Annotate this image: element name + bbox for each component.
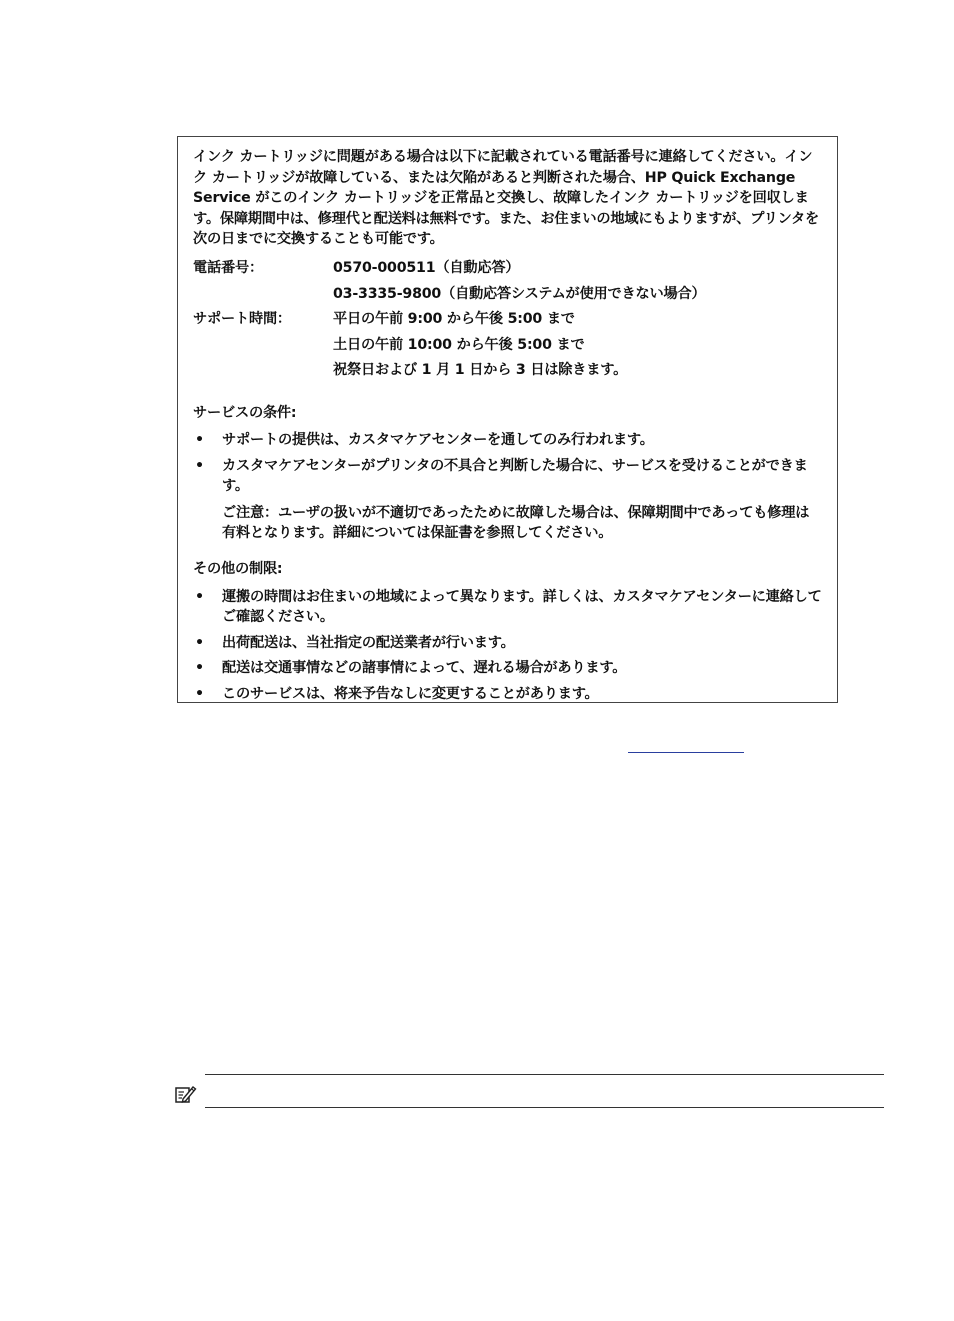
contact-info [193, 256, 823, 384]
list-item [193, 658, 823, 679]
list-item [193, 430, 823, 451]
note-pencil-icon [175, 1084, 197, 1104]
hours-row [193, 307, 823, 333]
hours-weekend: 土日の午前 10:00 から午後 5:00 まで [333, 336, 585, 353]
condition-text: カスタマケアセンターがプリンタの不具合と判断した場合に、サービスを受けることができます。 [222, 457, 808, 494]
conditions-title: サービスの条件: [193, 404, 297, 421]
bullet-icon: • [195, 634, 204, 651]
intro-paragraph: インク カートリッジに問題がある場合は以下に記載されている電話番号に連絡してください。インク カートリッジが故障している、または欠陥があると判断された場合、HP Quick Exchange Service がこのインク カートリッジを正常品と交換し、故障したインク カートリッジを回収します。保障期間中は、修理代と配送料は無料です。また、お住まいの地域にもよりますが、プリンタを次の日までに交換することも可能です。 [193, 149, 820, 247]
hours-holidays: 祝祭日および 1 月 1 日から 3 日は除きます。 [333, 362, 628, 378]
restrictions-title: その他の制限: [193, 561, 283, 578]
restriction-text: 出荷配送は、当社指定の配送業者が行います。 [222, 634, 515, 651]
list-item [193, 587, 823, 628]
restrictions-list [193, 587, 823, 705]
hours-weekday: 平日の午前 9:00 から午後 5:00 まで [333, 311, 575, 327]
phone-label: 電話番号： [193, 260, 263, 276]
list-item [193, 684, 823, 705]
bullet-icon: • [195, 432, 204, 448]
condition-text: サポートの提供は、カスタマケアセンターを通してのみ行われます。 [222, 432, 654, 448]
hours-label: サポート時間： [193, 311, 291, 327]
phone-row [193, 256, 823, 282]
hyperlink-underline[interactable] [628, 752, 744, 753]
note-divider-bottom [205, 1107, 884, 1108]
restriction-text: 運搬の時間はお住まいの地域によって異なります。詳しくは、カスタマケアセンターに連絡してご確認ください。 [222, 588, 822, 625]
phone-row-2 [193, 281, 823, 307]
caution-note: ご注意：ユーザの扱いが不適切であったために故障した場合は、保障期間中であっても修理は有料となります。詳細については保証書を参照してください。 [222, 504, 810, 541]
list-item [193, 456, 823, 497]
list-item [193, 633, 823, 654]
restriction-text: 配送は交通事情などの諸事情によって、遅れる場合があります。 [222, 660, 627, 676]
bullet-icon: • [195, 588, 204, 605]
phone-number-1: 0570-000511（自動応答） [333, 260, 520, 276]
bullet-icon: • [195, 660, 204, 676]
quick-exchange-notice [177, 136, 838, 703]
note-divider-top [205, 1074, 884, 1075]
phone-number-2: 03-3335-9800（自動応答システムが使用できない場合） [333, 285, 706, 302]
hours-row-3 [193, 358, 823, 384]
bullet-icon: • [195, 457, 204, 474]
hours-row-2 [193, 332, 823, 358]
conditions-list [193, 430, 823, 497]
bullet-icon: • [195, 685, 204, 702]
restriction-text: このサービスは、将来予告なしに変更することがあります。 [222, 685, 599, 702]
